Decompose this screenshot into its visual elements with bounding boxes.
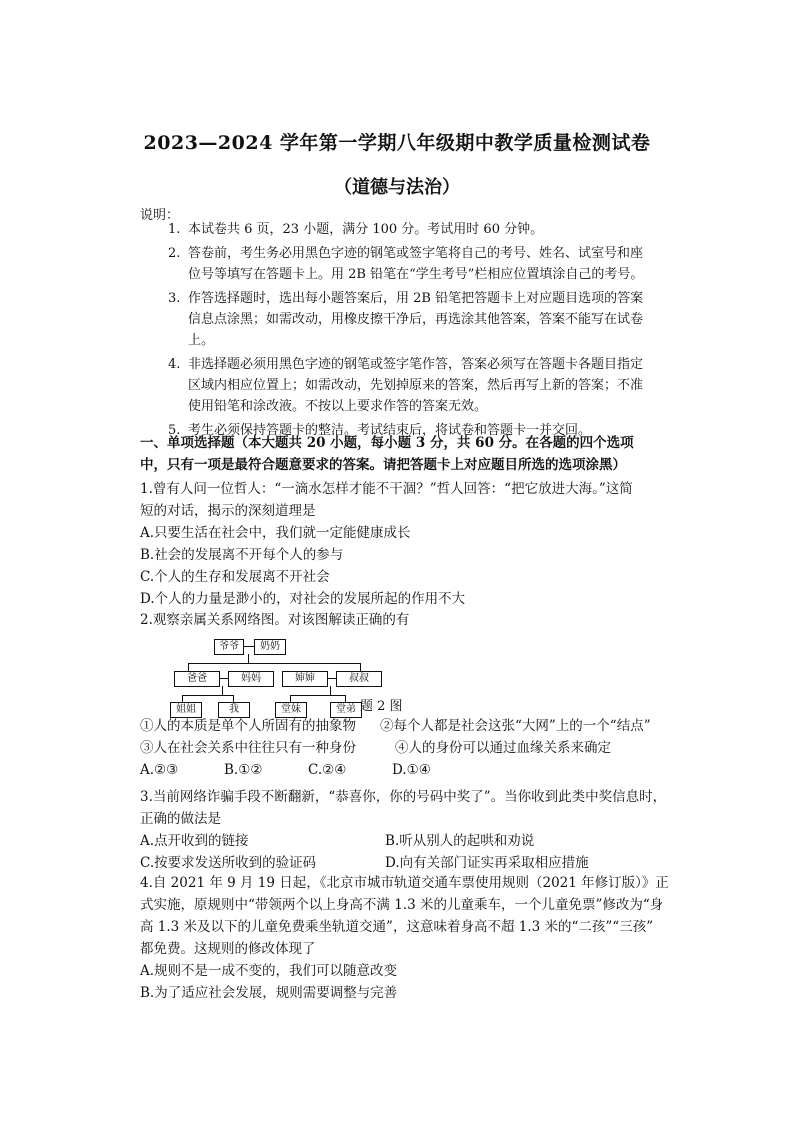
option-d[interactable]: D.向有关部门证实再采取相应措施 (385, 855, 589, 871)
question-stem: 短的对话，揭示的深刻道理是 (140, 503, 316, 519)
instruction-text: 答卷前，考生务必用黑色字迹的钢笔或签字笔将自己的考号、姓名、试室号和座位号等填写在答题卡上。用 2B 铅笔在“学生考号”栏相应位置填涂自己的考号。 (188, 246, 644, 282)
instruction-item (168, 288, 648, 351)
instruction-text: 非选择题必须用黑色字迹的钢笔或签字笔作答，答案必须写在答题卡各题目指定区域内相应位置上；如需改动，先划掉原来的答案，然后再写上新的答案；不准使用铅笔和涂改液。不按以上要求作答的答案无效。 (188, 357, 644, 414)
statement-4: ④人的身份可以通过血缘关系来确定 (395, 740, 611, 756)
option-b[interactable]: B.为了适应社会发展，规则需要调整与完善 (140, 985, 398, 1001)
option-c[interactable]: C.个人的生存和发展离不开社会 (140, 569, 330, 585)
options-row (140, 830, 650, 852)
option-d[interactable]: D.个人的力量是渺小的，对社会的发展所起的作用不大 (140, 591, 466, 607)
instruction-number: 2. (168, 246, 181, 261)
option-d[interactable]: D.①④ (392, 762, 431, 778)
option-b[interactable]: B.社会的发展离不开每个人的参与 (140, 547, 344, 563)
statement-2: ②每个人都是社会这张“大网”上的一个“结点” (380, 718, 651, 734)
question-stem: 4.自 2021 年 9 月 19 日起，《北京市城市轨道交通车票使用规则（2021 年修订版）》正 (140, 875, 669, 891)
exam-title: 2023—2024 学年第一学期八年级期中教学质量检测试卷 (143, 132, 651, 154)
node-dad: 爸爸 (174, 671, 220, 687)
option-b[interactable]: B.听从别人的起哄和劝说 (385, 833, 535, 849)
statement-1: ①人的本质是单个人所固有的抽象物 (140, 718, 356, 734)
question-2-body (140, 715, 650, 781)
exam-subtitle: （道德与法治） (334, 177, 460, 198)
statement-3: ③人在社会关系中往往只有一种身份 (140, 740, 356, 756)
node-mom: 妈妈 (228, 671, 274, 687)
question-stem: 式实施，原规则中“带领两个以上身高不满 1.3 米的儿童乘车，一个儿童免票”修改为“身 (140, 897, 664, 913)
instruction-item (168, 243, 648, 285)
node-grandma: 奶奶 (254, 639, 286, 655)
instructions-list (168, 219, 648, 444)
instruction-item (168, 354, 648, 417)
question-stem: 2.观察亲属关系网络图。对该图解读正确的有 (140, 612, 410, 628)
question-stem: 高 1.3 米及以下的儿童免费乘坐轨道交通”，这意味着身高不超 1.3 米的“二孩”“三孩” (140, 919, 654, 935)
option-a[interactable]: A.只要生活在社会中，我们就一定能健康成长 (140, 525, 411, 541)
node-grandpa: 爷爷 (214, 639, 244, 655)
question-4 (140, 872, 669, 1004)
instruction-number: 4. (168, 357, 181, 372)
node-cousin-brother: 堂弟 (330, 702, 362, 718)
question-stem: 1.曾有人问一位哲人：“一滴水怎样才能不干涸？”哲人回答：“把它放进大海。”这简 (140, 481, 633, 497)
option-b[interactable]: B.①② (224, 762, 263, 778)
option-c[interactable]: C.②④ (308, 762, 347, 778)
options-row (140, 759, 650, 781)
instruction-number: 1. (168, 222, 181, 237)
question-3 (140, 786, 667, 874)
statement-row (140, 715, 650, 737)
instruction-text: 考生必须保持答题卡的整洁。考试结束后，将试卷和答题卡一并交回。 (188, 423, 592, 438)
option-a[interactable]: A.规则不是一成不变的，我们可以随意改变 (140, 963, 398, 979)
instruction-number: 3. (168, 291, 181, 306)
instruction-text: 作答选择题时，选出每小题答案后，用 2B 铅笔把答题卡上对应题目选项的答案信息点涂黑；如需改动，用橡皮擦干净后，再选涂其他答案，答案不能写在试卷上。 (188, 291, 644, 348)
option-c[interactable]: C.按要求发送所收到的验证码 (140, 855, 317, 871)
option-a[interactable]: A.②③ (140, 762, 179, 778)
node-aunt: 婶婶 (282, 671, 328, 687)
option-a[interactable]: A.点开收到的链接 (140, 833, 249, 849)
instructions-heading: 说明： (140, 208, 180, 223)
node-uncle: 叔叔 (336, 671, 382, 687)
figure-caption: 题 2 图 (360, 699, 403, 714)
question-stem: 正确的做法是 (140, 811, 221, 827)
instruction-item (168, 219, 648, 240)
question-2-stem (140, 609, 650, 631)
question-stem: 都免费。这规则的修改体现了 (140, 941, 316, 957)
node-cousin-sister: 堂妹 (275, 702, 307, 718)
node-sister: 姐姐 (170, 702, 202, 718)
question-stem: 3.当前网络诈骗手段不断翻新，“恭喜你，你的号码中奖了”。当你收到此类中奖信息时， (140, 789, 667, 805)
node-me: 我 (218, 702, 250, 718)
question-1 (140, 478, 650, 610)
options-row (140, 852, 650, 874)
instruction-number: 5. (168, 423, 181, 438)
instruction-text: 本试卷共 6 页，23 小题，满分 100 分。考试用时 60 分钟。 (188, 222, 544, 237)
statement-row (140, 737, 650, 759)
section-heading: 一、单项选择题（本大题共 20 小题，每小题 3 分，共 60 分。在各题的四个选项中，只有一项是最符合题意要求的答案。请把答题卡上对应题目所选的选项涂黑） (140, 435, 634, 473)
